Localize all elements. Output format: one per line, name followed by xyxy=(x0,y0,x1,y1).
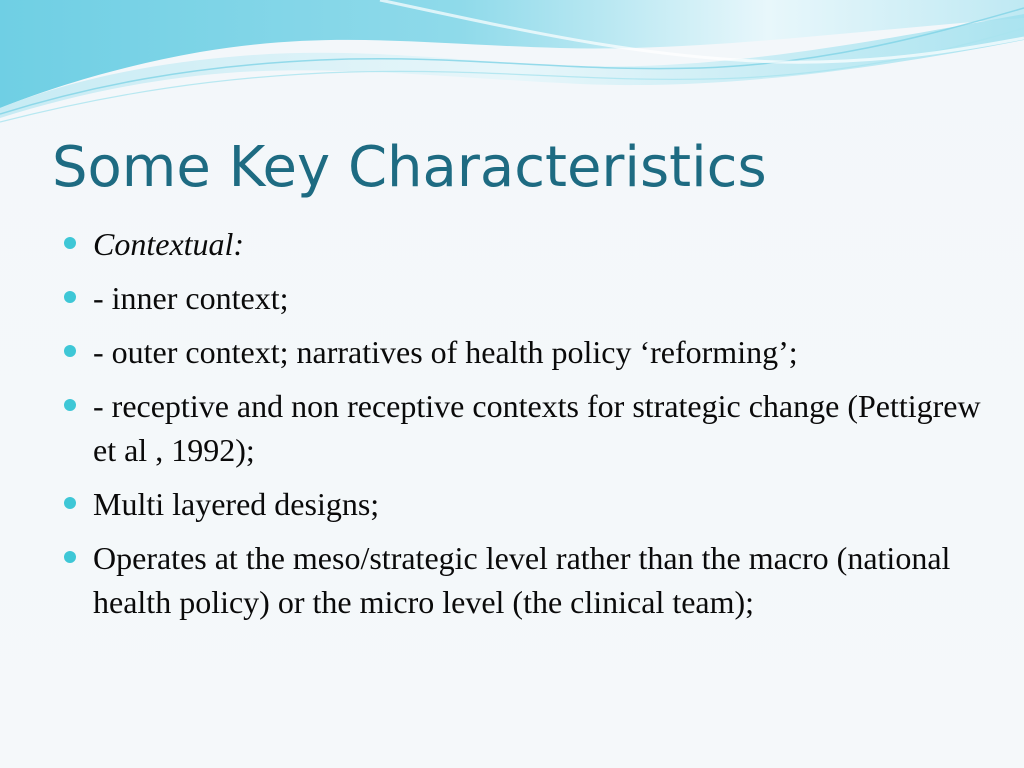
bullet-item xyxy=(64,222,984,266)
bullet-text: Operates at the meso/strategic level rather than the macro (national health policy) or the micro level (the clinical team); xyxy=(93,540,951,620)
bullet-list xyxy=(64,222,984,634)
bullet-text: - receptive and non receptive contexts for strategic change (Pettigrew et al , 1992); xyxy=(93,388,981,468)
bullet-item xyxy=(64,482,984,526)
bullet-text: - inner context; xyxy=(93,280,289,316)
bullet-dot-icon xyxy=(64,399,76,411)
bullet-dot-icon xyxy=(64,551,76,563)
slide-title: Some Key Characteristics xyxy=(52,135,767,200)
bullet-dot-icon xyxy=(64,291,76,303)
bullet-dot-icon xyxy=(64,497,76,509)
bullet-item xyxy=(64,330,984,374)
bullet-dot-icon xyxy=(64,237,76,249)
bullet-item xyxy=(64,384,984,472)
bullet-item xyxy=(64,276,984,320)
wave-decoration-icon xyxy=(0,0,1024,130)
bullet-text: - outer context; narratives of health policy ‘reforming’; xyxy=(93,334,798,370)
bullet-text: Multi layered designs; xyxy=(93,486,380,522)
bullet-item xyxy=(64,536,984,624)
bullet-text: Contextual: xyxy=(93,226,245,262)
bullet-dot-icon xyxy=(64,345,76,357)
